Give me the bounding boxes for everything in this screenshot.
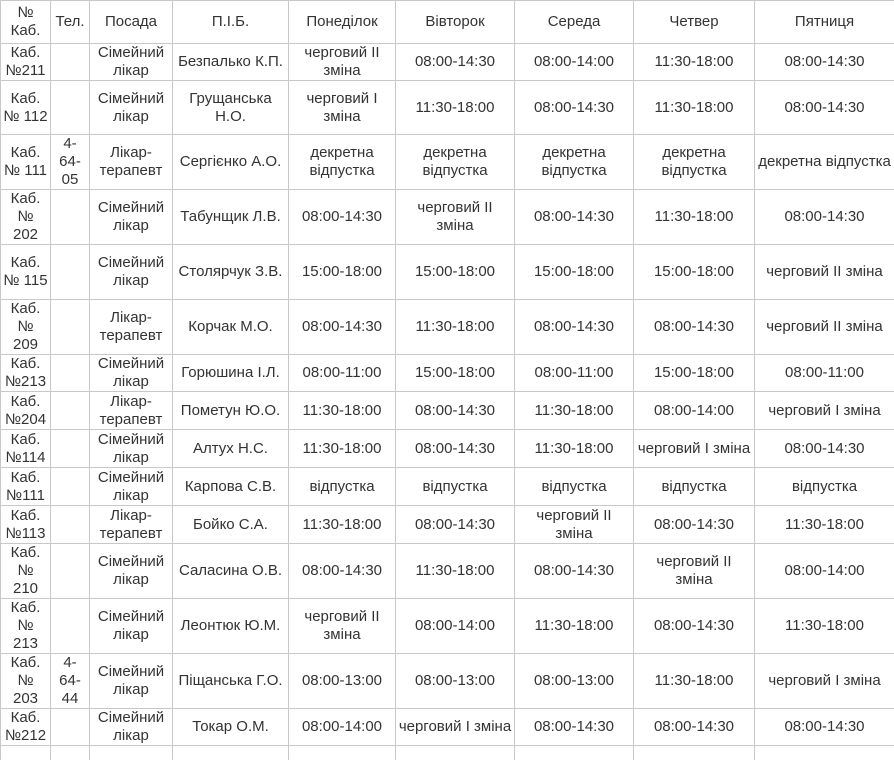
- cell-thu: 11:30-18:00: [634, 190, 755, 245]
- cell-empty: [1, 746, 51, 760]
- cell-cab: Каб. № 209: [1, 300, 51, 355]
- cell-wed: 08:00-14:30: [515, 544, 634, 599]
- cell-fri: 08:00-14:30: [755, 430, 894, 468]
- cell-cab: Каб. №114: [1, 430, 51, 468]
- table-row: [1, 392, 894, 430]
- header-wed: Середа: [515, 1, 634, 44]
- cell-fri: 08:00-14:30: [755, 190, 894, 245]
- cell-tel: [51, 392, 90, 430]
- cell-tel: [51, 300, 90, 355]
- cell-fri: 08:00-14:30: [755, 81, 894, 135]
- cell-position: Сімейний лікар: [90, 81, 173, 135]
- cell-fri: 08:00-11:00: [755, 355, 894, 392]
- cell-thu: декретна відпустка: [634, 135, 755, 190]
- cell-position: Сімейний лікар: [90, 355, 173, 392]
- cell-name: Грущанська Н.О.: [173, 81, 289, 135]
- cell-name: Саласина О.В.: [173, 544, 289, 599]
- cell-fri: черговий ІІ зміна: [755, 245, 894, 300]
- cell-thu: 08:00-14:30: [634, 300, 755, 355]
- cell-tel: [51, 245, 90, 300]
- cell-thu: 08:00-14:30: [634, 599, 755, 654]
- cell-wed: 08:00-14:30: [515, 300, 634, 355]
- header-position: Посада: [90, 1, 173, 44]
- table-row: [1, 245, 894, 300]
- cell-tue: 15:00-18:00: [396, 355, 515, 392]
- cell-tue: відпустка: [396, 468, 515, 506]
- cell-fri: черговий І зміна: [755, 654, 894, 709]
- cell-position: Сімейний лікар: [90, 654, 173, 709]
- cell-cab: Каб. № 115: [1, 245, 51, 300]
- cell-tue: 08:00-14:30: [396, 430, 515, 468]
- cell-tue: 08:00-14:30: [396, 506, 515, 544]
- table-row: [1, 506, 894, 544]
- cell-cab: Каб. № 111: [1, 135, 51, 190]
- cell-tue: 11:30-18:00: [396, 544, 515, 599]
- cell-tue: 15:00-18:00: [396, 245, 515, 300]
- cell-tel: [51, 544, 90, 599]
- cell-wed: 15:00-18:00: [515, 245, 634, 300]
- cell-tel: 4-64-05: [51, 135, 90, 190]
- cell-thu: 08:00-14:30: [634, 506, 755, 544]
- cell-fri: 08:00-14:30: [755, 44, 894, 81]
- cell-empty: [634, 746, 755, 760]
- cell-thu: 11:30-18:00: [634, 654, 755, 709]
- cell-mon: 11:30-18:00: [289, 506, 396, 544]
- cell-name: Карпова С.В.: [173, 468, 289, 506]
- cell-wed: 08:00-11:00: [515, 355, 634, 392]
- cell-position: Лікар-терапевт: [90, 300, 173, 355]
- cell-name: Токар О.М.: [173, 709, 289, 746]
- cell-wed: 08:00-13:00: [515, 654, 634, 709]
- cell-tue: 08:00-14:00: [396, 599, 515, 654]
- cell-name: Столярчук З.В.: [173, 245, 289, 300]
- cell-position: Сімейний лікар: [90, 430, 173, 468]
- cell-thu: 11:30-18:00: [634, 44, 755, 81]
- cell-cab: Каб. № 210: [1, 544, 51, 599]
- table-row: [1, 430, 894, 468]
- cell-mon: 08:00-14:30: [289, 544, 396, 599]
- cell-name: Піщанська Г.О.: [173, 654, 289, 709]
- cell-tel: 4-64-44: [51, 654, 90, 709]
- cell-mon: 11:30-18:00: [289, 392, 396, 430]
- cell-mon: 08:00-14:00: [289, 709, 396, 746]
- cell-mon: черговий ІІ зміна: [289, 599, 396, 654]
- cell-mon: 15:00-18:00: [289, 245, 396, 300]
- cell-fri: черговий ІІ зміна: [755, 300, 894, 355]
- cell-name: Безпалько К.П.: [173, 44, 289, 81]
- table-row: [1, 468, 894, 506]
- cell-position: Сімейний лікар: [90, 468, 173, 506]
- cell-wed: черговий ІІ зміна: [515, 506, 634, 544]
- table-row: [1, 135, 894, 190]
- table-row: [1, 654, 894, 709]
- cell-fri: декретна відпустка: [755, 135, 894, 190]
- cell-empty: [51, 746, 90, 760]
- cell-cab: Каб. №213: [1, 355, 51, 392]
- cell-fri: 11:30-18:00: [755, 506, 894, 544]
- cell-cab: Каб. №111: [1, 468, 51, 506]
- cell-wed: 11:30-18:00: [515, 430, 634, 468]
- cell-tel: [51, 709, 90, 746]
- cell-name: Леонтюк Ю.М.: [173, 599, 289, 654]
- cell-mon: черговий І зміна: [289, 81, 396, 135]
- cell-fri: 11:30-18:00: [755, 599, 894, 654]
- cell-wed: 08:00-14:30: [515, 709, 634, 746]
- cell-wed: 08:00-14:00: [515, 44, 634, 81]
- cell-tel: [51, 355, 90, 392]
- table-row: [1, 190, 894, 245]
- cell-wed: відпустка: [515, 468, 634, 506]
- cell-position: Лікар-терапевт: [90, 506, 173, 544]
- cell-thu: черговий І зміна: [634, 430, 755, 468]
- cell-tue: черговий І зміна: [396, 709, 515, 746]
- cell-empty: [755, 746, 894, 760]
- cell-wed: 08:00-14:30: [515, 190, 634, 245]
- cell-mon: 08:00-14:30: [289, 190, 396, 245]
- cell-name: Пометун Ю.О.: [173, 392, 289, 430]
- table-row: [1, 44, 894, 81]
- cell-fri: 08:00-14:30: [755, 709, 894, 746]
- cell-cab: Каб. № 112: [1, 81, 51, 135]
- cell-empty: [173, 746, 289, 760]
- cell-tue: 08:00-14:30: [396, 44, 515, 81]
- header-cab: № Каб.: [1, 1, 51, 44]
- cell-position: Сімейний лікар: [90, 44, 173, 81]
- cell-mon: черговий ІІ зміна: [289, 44, 396, 81]
- cell-mon: 08:00-11:00: [289, 355, 396, 392]
- cell-name: Корчак М.О.: [173, 300, 289, 355]
- table-row: [1, 544, 894, 599]
- header-name: П.І.Б.: [173, 1, 289, 44]
- cell-position: Сімейний лікар: [90, 245, 173, 300]
- table-row: [1, 709, 894, 746]
- cell-wed: 11:30-18:00: [515, 392, 634, 430]
- table-row: [1, 81, 894, 135]
- cell-position: Лікар-терапевт: [90, 135, 173, 190]
- cell-mon: відпустка: [289, 468, 396, 506]
- header-tel: Тел.: [51, 1, 90, 44]
- cell-cab: Каб. № 213: [1, 599, 51, 654]
- cell-position: Сімейний лікар: [90, 190, 173, 245]
- cell-wed: 11:30-18:00: [515, 599, 634, 654]
- cell-empty: [396, 746, 515, 760]
- cell-tue: 11:30-18:00: [396, 300, 515, 355]
- cell-mon: 08:00-14:30: [289, 300, 396, 355]
- cell-position: Сімейний лікар: [90, 544, 173, 599]
- table-row: [1, 599, 894, 654]
- cell-tel: [51, 81, 90, 135]
- header-tue: Вівторок: [396, 1, 515, 44]
- cell-name: Горюшина І.Л.: [173, 355, 289, 392]
- cell-cab: Каб. №212: [1, 709, 51, 746]
- cell-cab: Каб. №211: [1, 44, 51, 81]
- cell-thu: 08:00-14:00: [634, 392, 755, 430]
- cell-tel: [51, 190, 90, 245]
- cell-thu: 15:00-18:00: [634, 245, 755, 300]
- cell-thu: черговий ІІ зміна: [634, 544, 755, 599]
- cell-thu: 11:30-18:00: [634, 81, 755, 135]
- header-mon: Понеділок: [289, 1, 396, 44]
- cell-tue: 11:30-18:00: [396, 81, 515, 135]
- cell-fri: 08:00-14:00: [755, 544, 894, 599]
- cell-name: Алтух Н.С.: [173, 430, 289, 468]
- cell-tel: [51, 430, 90, 468]
- cell-position: Сімейний лікар: [90, 709, 173, 746]
- cell-empty: [515, 746, 634, 760]
- cell-tel: [51, 506, 90, 544]
- cell-thu: 15:00-18:00: [634, 355, 755, 392]
- cell-cab: Каб. № 203: [1, 654, 51, 709]
- cell-mon: декретна відпустка: [289, 135, 396, 190]
- cell-tel: [51, 468, 90, 506]
- cell-mon: 11:30-18:00: [289, 430, 396, 468]
- cell-thu: відпустка: [634, 468, 755, 506]
- table-row: [1, 355, 894, 392]
- cell-fri: відпустка: [755, 468, 894, 506]
- header-thu: Четвер: [634, 1, 755, 44]
- cell-mon: 08:00-13:00: [289, 654, 396, 709]
- cell-name: Табунщик Л.В.: [173, 190, 289, 245]
- cell-position: Сімейний лікар: [90, 599, 173, 654]
- table-row-partial: [1, 746, 894, 760]
- cell-tue: 08:00-13:00: [396, 654, 515, 709]
- cell-cab: Каб. №204: [1, 392, 51, 430]
- table-row: [1, 300, 894, 355]
- cell-tel: [51, 44, 90, 81]
- schedule-body: [1, 44, 894, 760]
- header-row: [1, 1, 894, 44]
- header-fri: Пятниця: [755, 1, 894, 44]
- cell-tel: [51, 599, 90, 654]
- cell-fri: черговий І зміна: [755, 392, 894, 430]
- cell-name: Бойко С.А.: [173, 506, 289, 544]
- cell-cab: Каб. № 202: [1, 190, 51, 245]
- cell-tue: декретна відпустка: [396, 135, 515, 190]
- cell-wed: 08:00-14:30: [515, 81, 634, 135]
- cell-tue: 08:00-14:30: [396, 392, 515, 430]
- cell-tue: черговий ІІ зміна: [396, 190, 515, 245]
- cell-position: Лікар-терапевт: [90, 392, 173, 430]
- cell-thu: 08:00-14:30: [634, 709, 755, 746]
- cell-name: Сергієнко А.О.: [173, 135, 289, 190]
- cell-cab: Каб. №113: [1, 506, 51, 544]
- cell-empty: [289, 746, 396, 760]
- cell-empty: [90, 746, 173, 760]
- cell-wed: декретна відпустка: [515, 135, 634, 190]
